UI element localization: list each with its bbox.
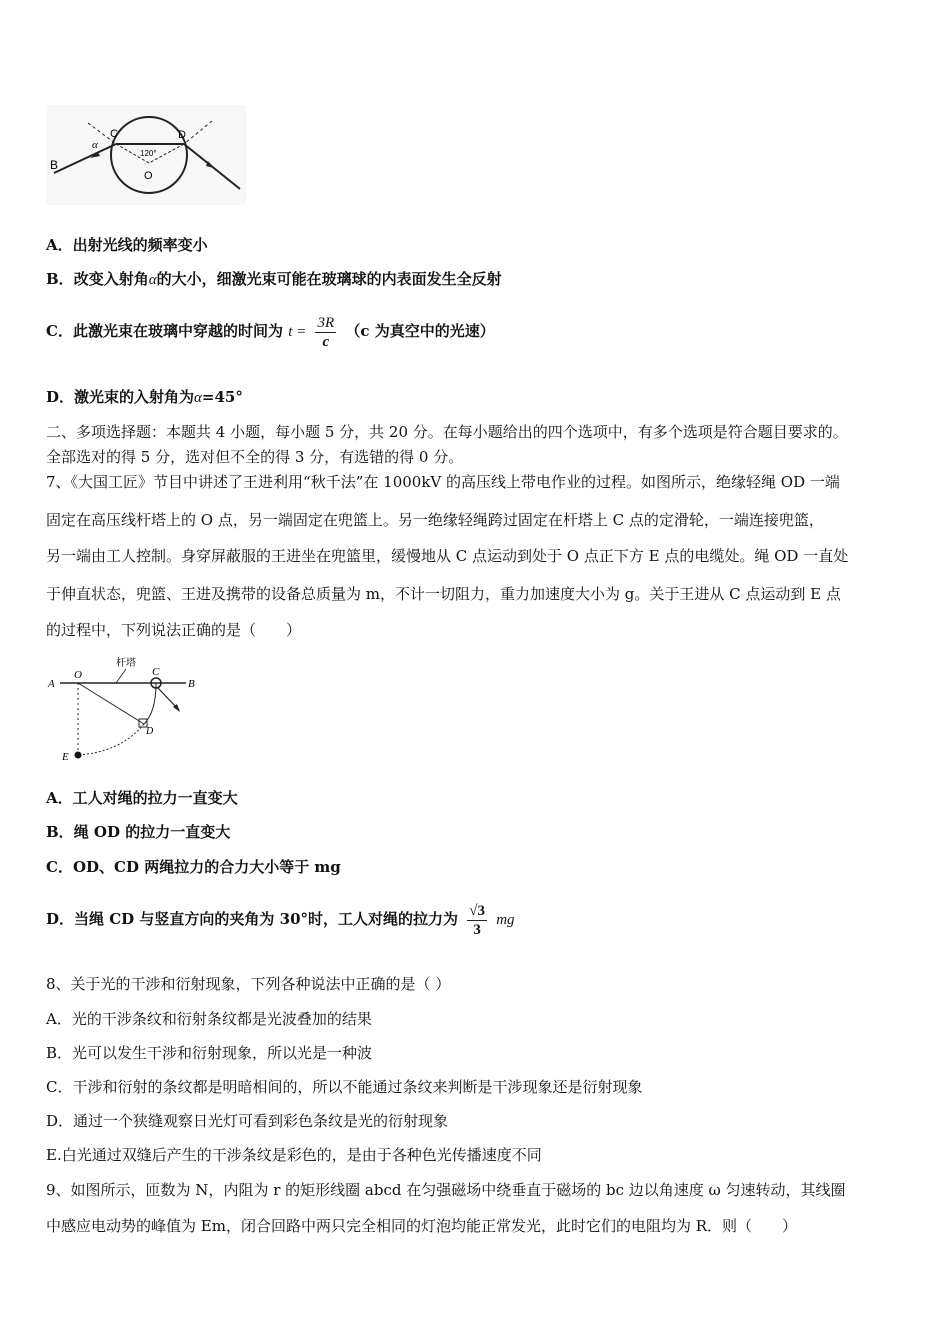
q8-option-b: B．光可以发生干涉和衍射现象，所以光是一种波 — [46, 1044, 373, 1062]
q8-option-d: D．通过一个狭缝观察日光灯可看到彩色条纹是光的衍射现象 — [46, 1112, 449, 1130]
q9-line2: 中感应电动势的峰值为 Em，闭合回路中两只完全相同的灯泡均能正常发光，此时它们的电阻均为 R．则（ ） — [46, 1217, 798, 1235]
label-angle: 120° — [140, 149, 157, 158]
force-formula: $\frac{√3}{3}$ — [469, 902, 485, 938]
label-D: D — [146, 726, 154, 737]
label-A: A — [48, 678, 55, 690]
label-alpha: α — [92, 139, 98, 151]
section2-line2: 全部选对的得 5 分，选对但不全的得 3 分，有选错的得 0 分。 — [46, 448, 464, 466]
q7-option-d: D．当绳 CD 与竖直方向的夹角为 30°时，工人对绳的拉力为 $\frac{√3}{3}$ mg — [46, 902, 515, 938]
q7-option-a: A．工人对绳的拉力一直变大 — [46, 789, 238, 807]
time-formula: $\frac{3R}{c}$ — [317, 314, 335, 350]
label-B: B — [50, 158, 59, 172]
label-D: D — [178, 129, 186, 141]
label-E: E — [62, 751, 69, 763]
label-O: O — [144, 170, 153, 182]
label-O: O — [74, 669, 82, 681]
q8-option-e: E.白光通过双缝后产生的干涉条纹是彩色的，是由于各种色光传播速度不同 — [46, 1146, 542, 1164]
label-C: C — [152, 666, 160, 678]
q6-option-d: D．激光束的入射角为α=45° — [46, 388, 243, 406]
q6-option-c: C．此激光束在玻璃中穿越的时间为 t = $\frac{3R}{c}$ （c 为真空中的光速） — [46, 314, 495, 350]
q7-line4: 于伸直状态，兜篮、王进及携带的设备总质量为 m，不计一切阻力，重力加速度大小为 g。关于王进从 C 点运动到 E 点 — [46, 585, 841, 603]
q9-line1: 9、如图所示，匝数为 N，内阻为 r 的矩形线圈 abcd 在匀强磁场中绕垂直于磁场的 bc 边以角速度 ω 匀速转动，其线圈 — [46, 1181, 846, 1199]
q7-line1: 7、《大国工匠》节目中讲述了王进利用“秋千法”在 1000kV 的高压线上带电作业的过程。如图所示，绝缘轻绳 OD 一端 — [46, 473, 840, 491]
label-tower: 杆塔 — [116, 658, 136, 669]
q6-option-b: B．改变入射角α的大小，细激光束可能在玻璃球的内表面发生全反射 — [46, 270, 502, 288]
q7-option-c: C．OD、CD 两绳拉力的合力大小等于 mg — [46, 858, 341, 876]
q8-option-a: A．光的干涉条纹和衍射条纹都是光波叠加的结果 — [46, 1010, 372, 1028]
q6-option-a: A．出射光线的频率变小 — [46, 236, 208, 254]
q7-line5: 的过程中，下列说法正确的是（ ） — [46, 621, 302, 639]
q8-stem: 8、关于光的干涉和衍射现象，下列各种说法中正确的是（ ） — [46, 975, 451, 993]
q7-option-b: B．绳 OD 的拉力一直变大 — [46, 823, 231, 841]
q7-line3: 另一端由工人控制。身穿屏蔽服的王进坐在兜篮里，缓慢地从 C 点运动到处于 O 点正下方 E 点的电缆处。绳 OD 一直处 — [46, 547, 849, 565]
glass-ball-figure — [46, 105, 246, 205]
q7-line2: 固定在高压线杆塔上的 O 点，另一端固定在兜篮上。另一绝缘轻绳跨过固定在杆塔上 C 点的定滑轮，一端连接兜篮， — [46, 511, 824, 529]
section2-line1: 二、多项选择题：本题共 4 小题，每小题 5 分，共 20 分。在每小题给出的四个选项中，有多个选项是符合题目要求的。 — [46, 423, 848, 441]
label-C: C — [110, 128, 118, 140]
q8-option-c: C．干涉和衍射的条纹都是明暗相间的，所以不能通过条纹来判断是干涉现象还是衍射现象 — [46, 1078, 643, 1096]
label-B: B — [188, 678, 195, 690]
tower-figure — [46, 652, 216, 767]
